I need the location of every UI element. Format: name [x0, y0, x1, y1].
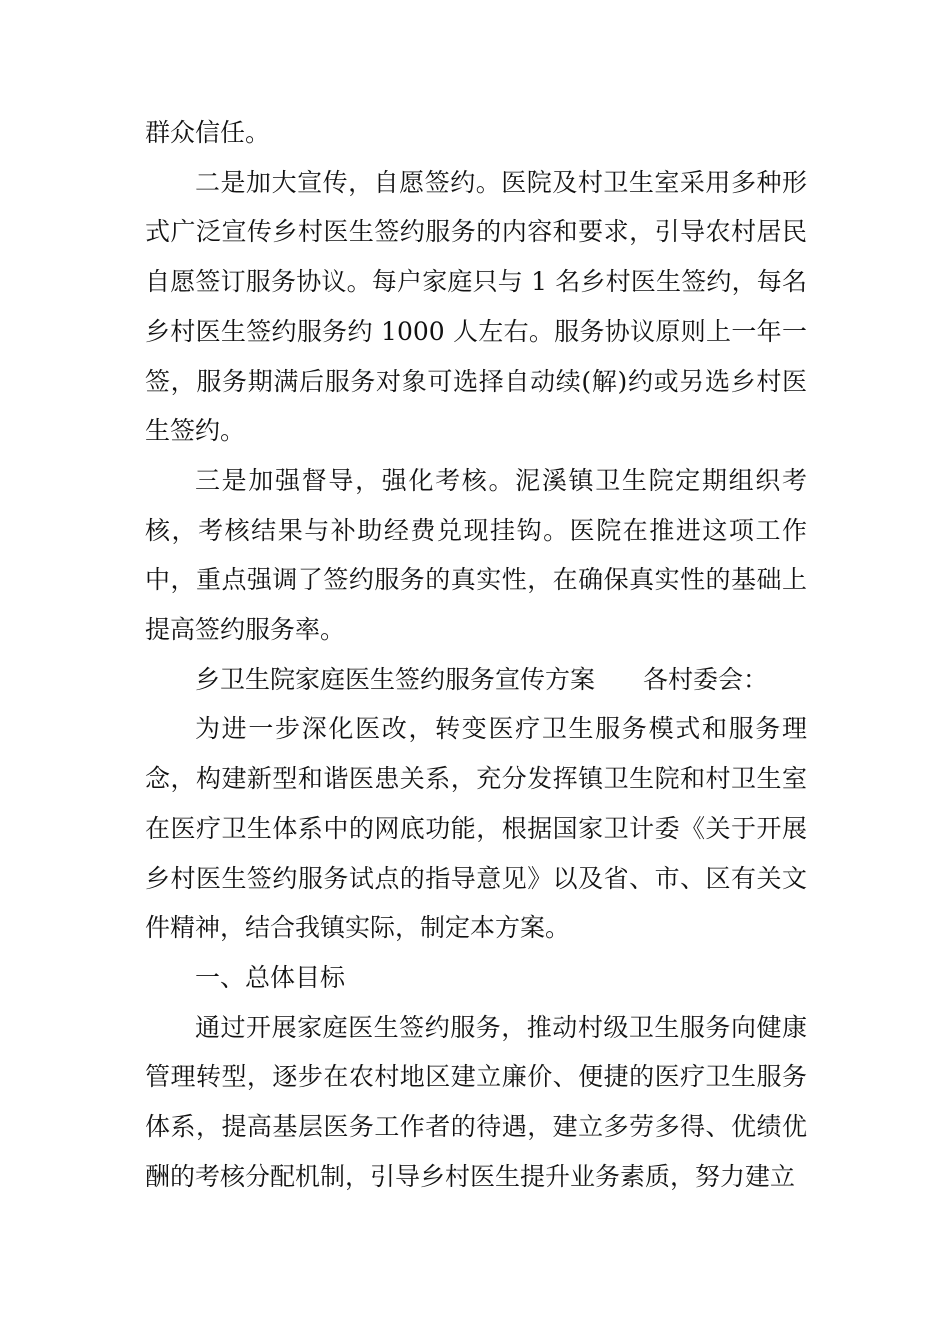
paragraph-continuation: 群众信任。: [145, 118, 271, 147]
document-page: [145, 108, 807, 1201]
paragraph-supervision: 三是加强督导，强化考核。泥溪镇卫生院定期组织考核，考核结果与补助经费兑现挂钩。医院在推进这项工作中，重点强调了签约服务的真实性，在确保真实性的基础上提高签约服务率。: [145, 465, 807, 645]
paragraph-goal-detail: 通过开展家庭医生签约服务，推动村级卫生服务向健康管理转型，逐步在农村地区建立廉价、便捷的医疗卫生服务体系，提高基层医务工作者的待遇，建立多劳多得、优绩优酬的考核分配机制，引导乡村医生提升业务素质，努力建立: [145, 1012, 807, 1191]
plan-title-line: [145, 655, 807, 705]
addressee: 各村委会：: [643, 664, 769, 694]
plan-title: 乡卫生院家庭医生签约服务宣传方案: [195, 664, 596, 694]
paragraph-purpose: 为进一步深化医改，转变医疗卫生服务模式和服务理念，构建新型和谐医患关系，充分发挥镇卫生院和村卫生室在医疗卫生体系中的网底功能，根据国家卫计委《关于开展乡村医生签约服务试点的指导意见》以及省、市、区有关文件精神，结合我镇实际，制定本方案。: [145, 714, 807, 943]
paragraph-publicity: 二是加大宣传，自愿签约。医院及村卫生室采用多种形式广泛宣传乡村医生签约服务的内容和要求，引导农村居民自愿签订服务协议。每户家庭只与 1 名乡村医生签约，每名乡村医生签约服务约 1000 人左右。服务协议原则上一年一签，服务期满后服务对象可选择自动续(解)约或另选乡村医生签约。: [145, 167, 807, 446]
section-heading-overall-goal: 一、总体目标: [195, 962, 346, 992]
